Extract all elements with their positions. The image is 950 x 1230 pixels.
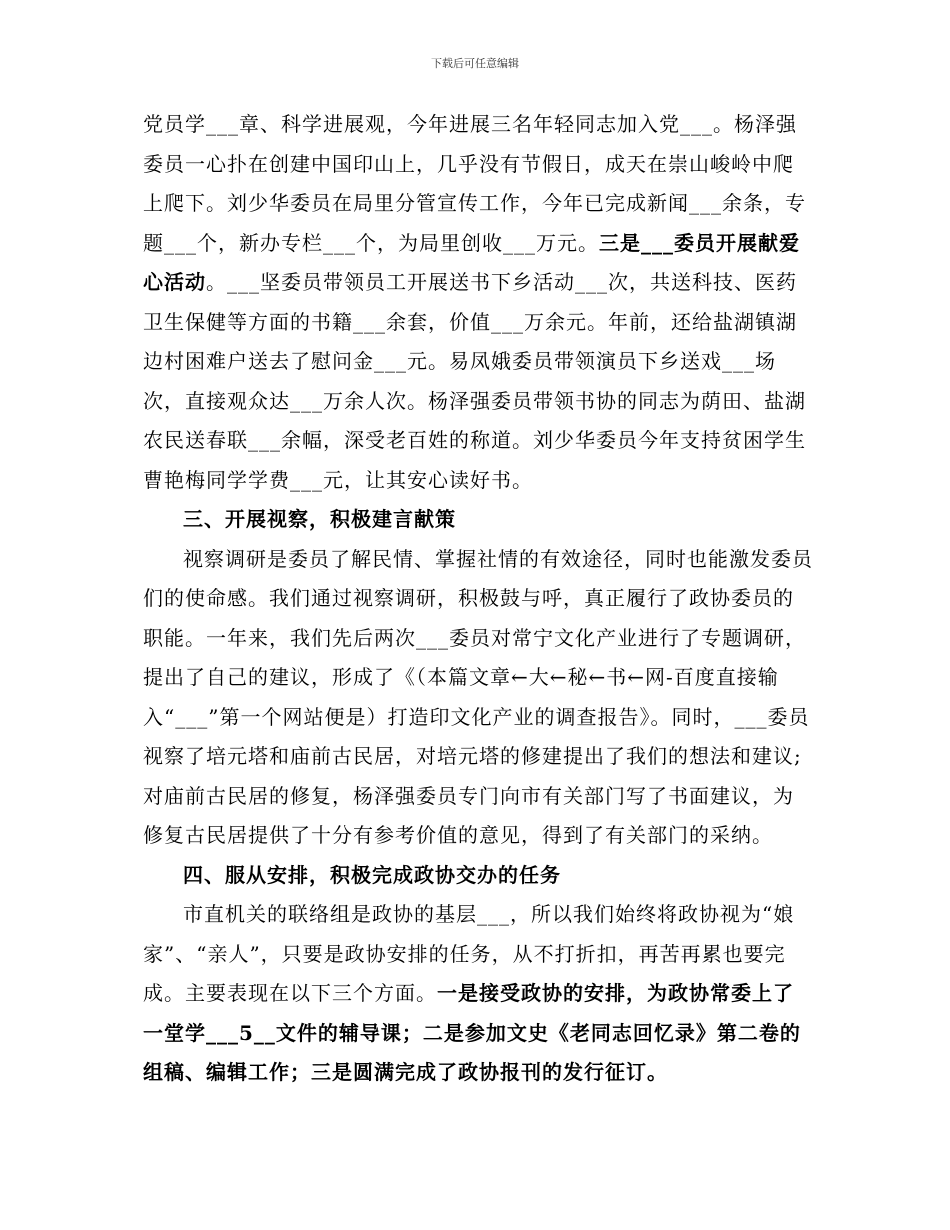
paragraph-tasks xyxy=(143,895,813,1093)
bold-tasks-list: 一是接受政协的安排，为政协常委上了一堂学___5__文件的辅导课；二是参加文史《老同志回忆录》第二卷的组稿、编辑工作；三是圆满完成了政协报刊的发行征订。 xyxy=(143,981,801,1084)
paragraph-members-activities xyxy=(143,105,813,500)
section-heading-3: 三、开展视察，积极建言献策 xyxy=(183,507,456,531)
document-body xyxy=(143,105,813,1093)
page-header: 下载后可任意编辑 xyxy=(431,57,519,70)
paragraph-text: 党员学___章、科学进展观，今年进展三名年轻同志加入党___。杨泽强委员一心扑在创建中国印山上，几乎没有节假日，成天在崇山峻岭中爬上爬下。刘少华委员在局里分管宣传工作，今年已完成新闻___余条，专题___个，新办专栏___个，为局里创收___万元。 xyxy=(143,112,806,255)
section-heading-4: 四、服从安排，积极完成政协交办的任务 xyxy=(183,862,561,887)
bold-lead-three: 三是___委员开展献爱心活动 xyxy=(143,230,800,294)
paragraph-text: 市直机关的联络组是政协的基层___，所以我们始终将政协视为“娘家”、“亲人”，只要是政协安排的任务，从不打折扣，再苦再累也要完成。主要表现在以下三个方面。 xyxy=(143,902,795,1005)
paragraph-inspection: 视察调研是委员了解民情、掌握社情的有效途径，同时也能激发委员们的使命感。我们通过视察调研，积极鼓与呼，真正履行了政协委员的职能。一年来，我们先后两次___委员对常宁文化产业进行了专题调研，提出了自己的建议，形成了《（本篇文章←大←秘←书←网-百度直接输入“___”第一个网站便是）打造印文化产业的调查报告》。同时，___委员视察了培元塔和庙前古民居，对培元塔的修建提出了我们的想法和建议;对庙前古民居的修复，杨泽强委员专门向市有关部门写了书面建议，为修复古民居提供了十分有参考价值的意见，得到了有关部门的采纳。 xyxy=(143,546,813,847)
paragraph-text: 。___坚委员带领员工开展送书下乡活动___次，共送科技、医药卫生保健等方面的书籍___余套，价值___万余元。年前，还给盐湖镇湖边村困难户送去了慰问金___元。易凤娥委员带领演员下乡送戏___场次，直接观众达___万余人次。杨泽强委员带领书协的同志为荫田、盐湖农民送春联___余幅，深受老百姓的称道。刘少华委员今年支持贫困学生曹艳梅同学学费___元，让其安心读好书。 xyxy=(143,270,806,492)
